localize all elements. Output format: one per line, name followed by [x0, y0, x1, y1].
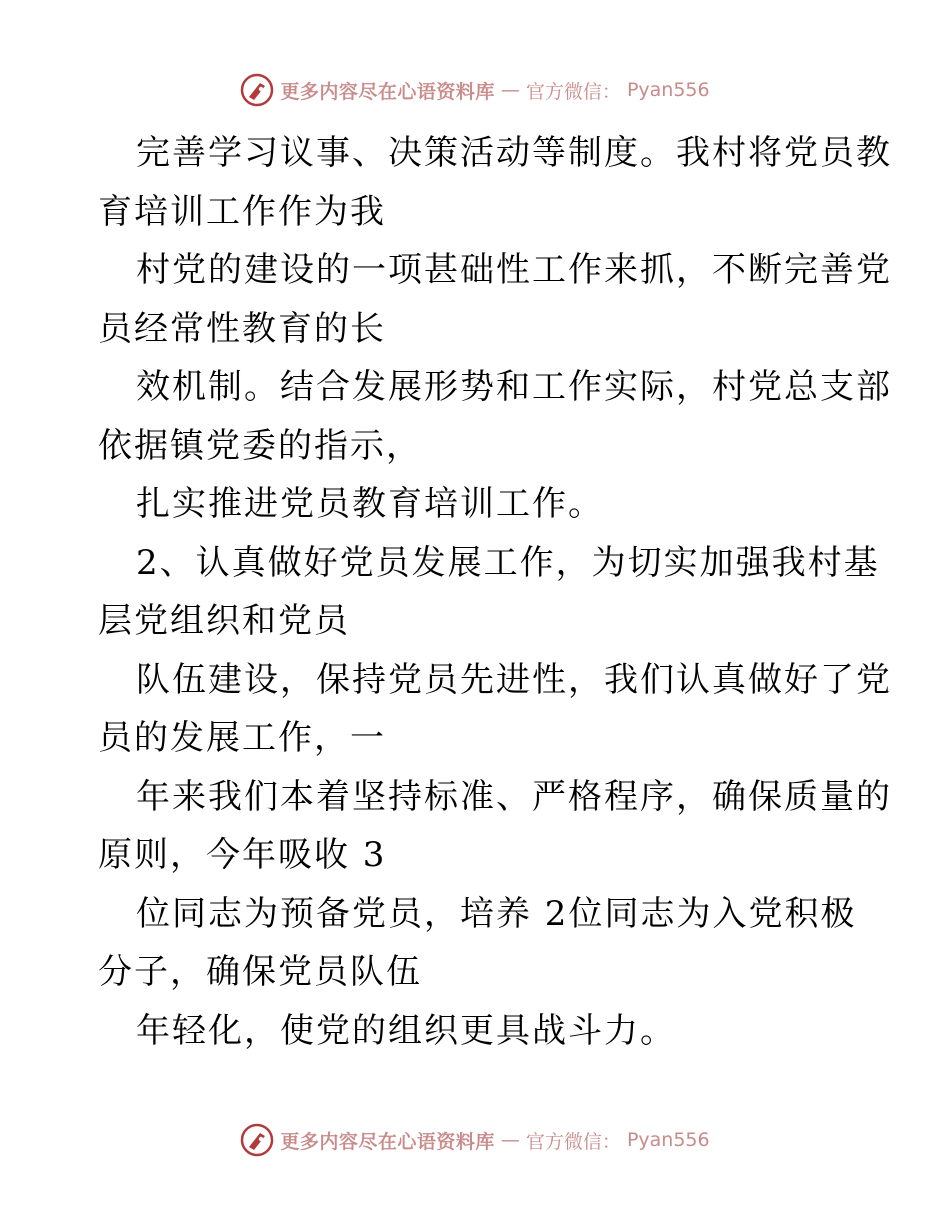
quill-logo-icon — [240, 1123, 274, 1157]
watermark-suffix-text: 官方微信： — [525, 1130, 621, 1153]
watermark-suffix-text: 官方微信： — [525, 80, 621, 103]
quill-logo-icon — [240, 73, 274, 107]
watermark-dash: — — [500, 79, 520, 101]
text-line: 位同志为预备党员，培养 2位同志为入党积极 — [136, 893, 857, 934]
watermark-wechat-id: Pyan556 — [626, 1129, 710, 1151]
text-line: 员的发展工作，一 — [98, 718, 386, 758]
document-body — [98, 124, 892, 1060]
text-line: 员经常性教育的长 — [98, 308, 386, 349]
text-line: 队伍建设，保持党员先进性，我们认真做好了党 — [136, 659, 892, 700]
text-line: 育培训工作作为我 — [98, 191, 386, 232]
text-line: 村党的建设的一项甚础性工作来抓，不断完善党 — [136, 250, 892, 290]
text-line: 2、认真做好党员发展工作，为切实加强我村基 — [136, 542, 880, 583]
text-line: 年轻化，使党的组织更具战斗力。 — [136, 1010, 676, 1051]
text-line: 原则，今年吸收 3 — [98, 835, 387, 875]
text-line: 年来我们本着坚持标准、严格程序，确保质量的 — [136, 776, 892, 817]
watermark-wechat-id: Pyan556 — [626, 79, 710, 101]
watermark-dash: — — [500, 1129, 520, 1151]
text-line: 扎实推进党员教育培训工作。 — [136, 484, 604, 524]
footer-watermark — [0, 1120, 950, 1160]
text-line: 分子，确保党员队伍 — [98, 952, 422, 992]
text-line: 完善学习议事、决策活动等制度。我村将党员教 — [136, 133, 892, 173]
text-line: 层党组织和党员 — [98, 601, 350, 641]
watermark-brand-text: 更多内容尽在心语资料库 — [280, 80, 495, 103]
watermark-brand-text: 更多内容尽在心语资料库 — [280, 1130, 495, 1153]
text-line: 依据镇党委的指示， — [98, 425, 422, 466]
text-line: 效机制。结合发展形势和工作实际，村党总支部 — [136, 367, 892, 407]
header-watermark — [0, 70, 950, 110]
